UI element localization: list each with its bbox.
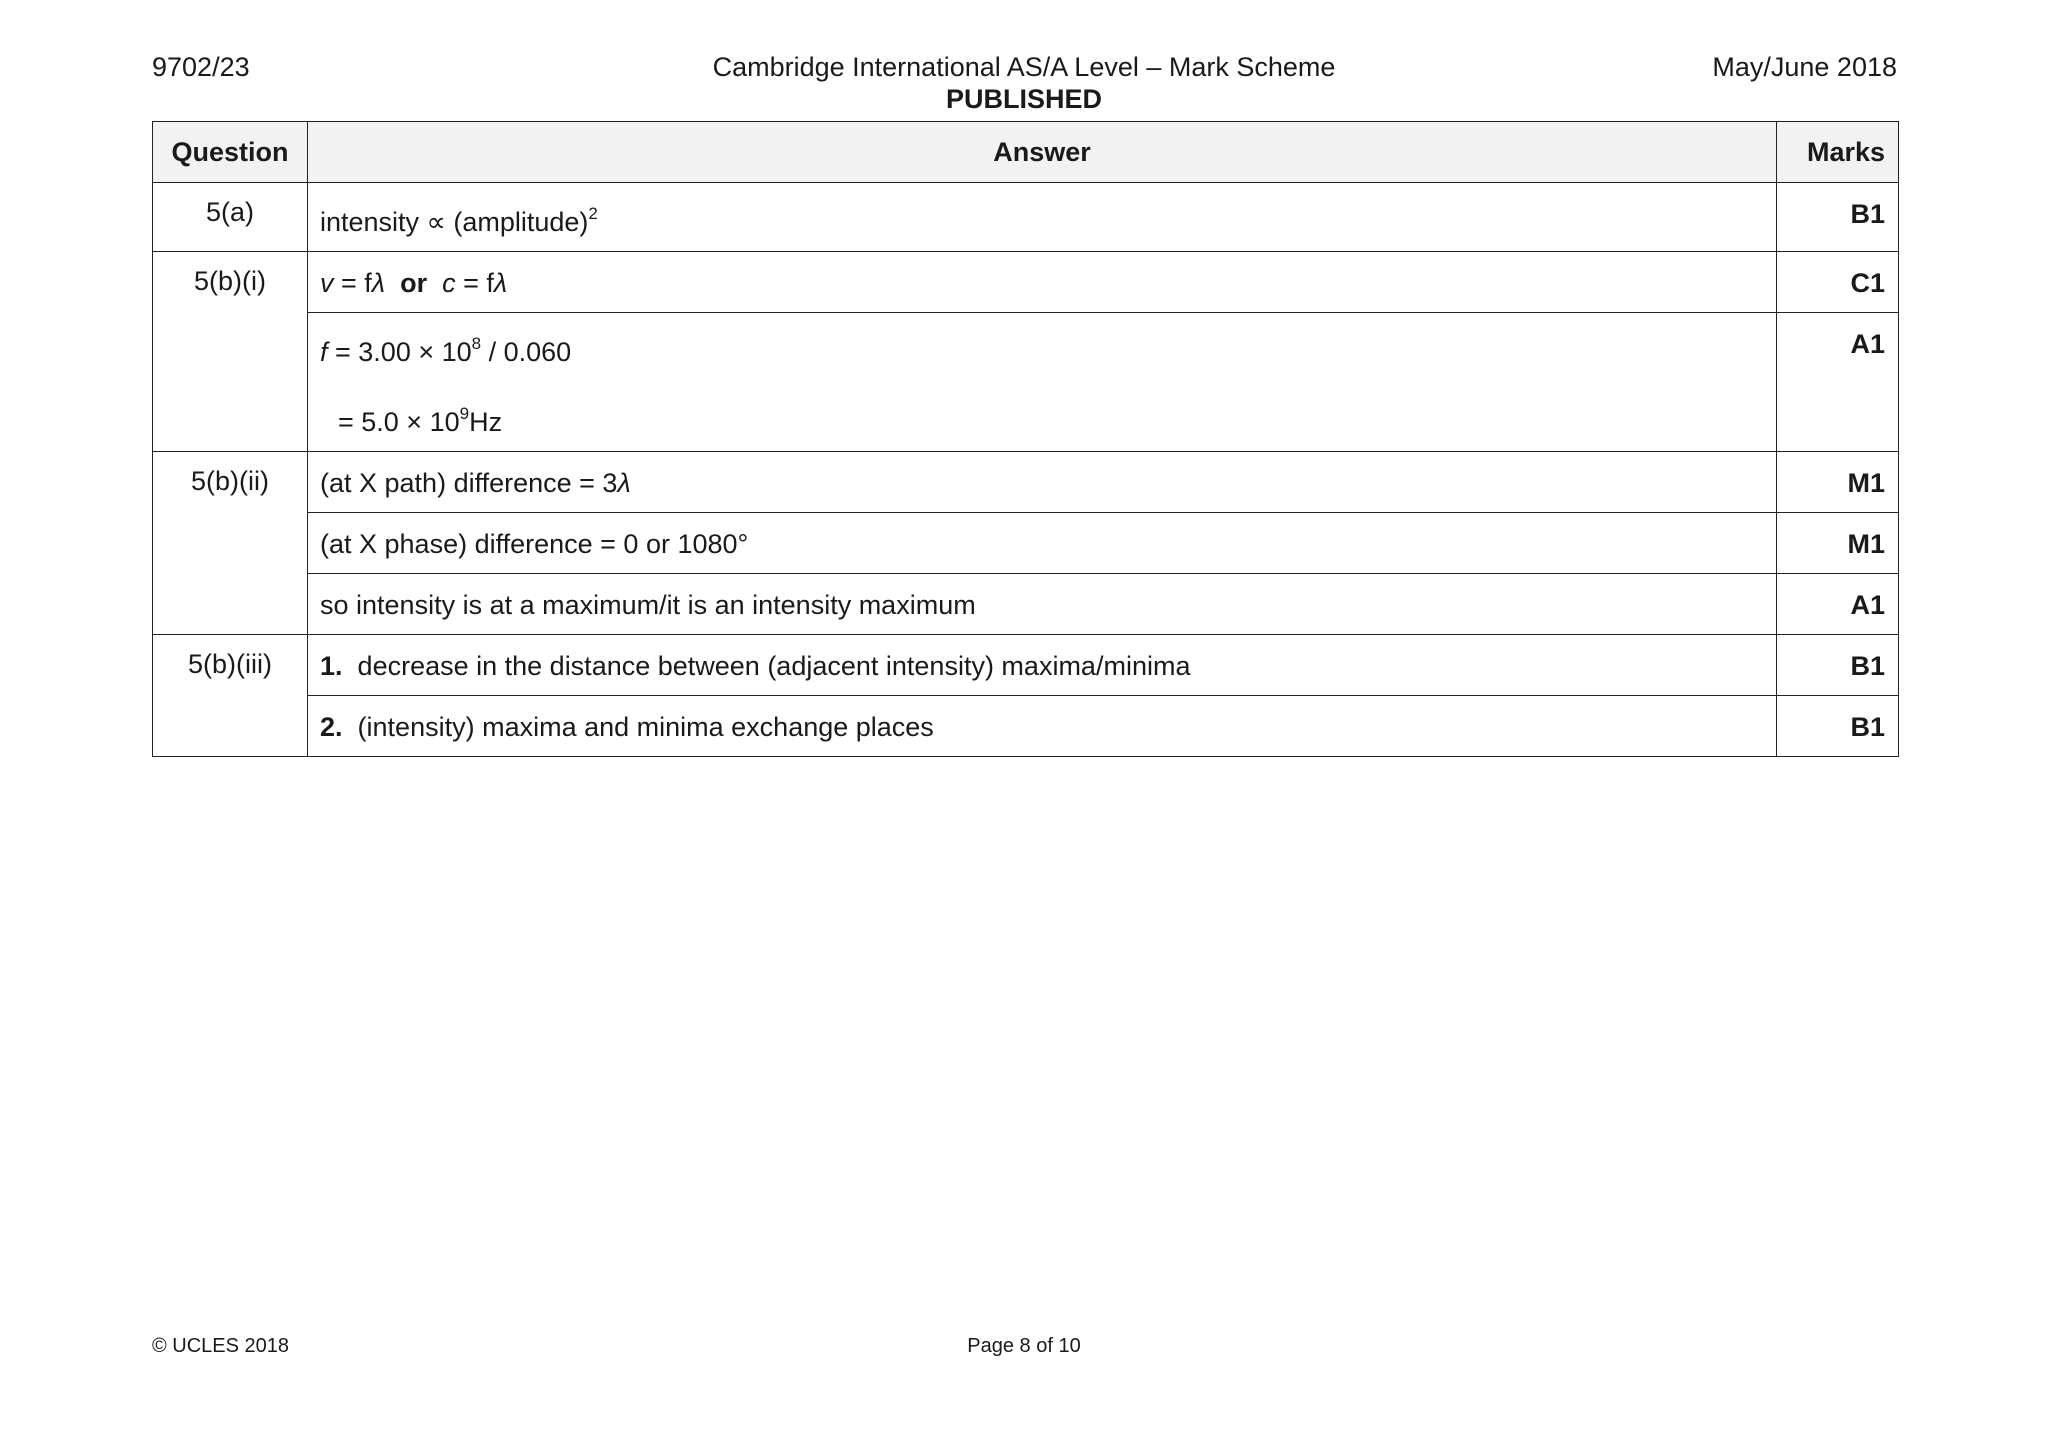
answer-cell: (at X phase) difference = 0 or 1080° [308,513,1777,574]
table-row [153,696,1899,757]
lambda-symbol: λ [371,268,386,298]
symbol-f: f [320,337,328,367]
answer-cell: so intensity is at a maximum/it is an intensity maximum [308,574,1777,635]
answer-text: (at X path) difference = 3 [320,468,618,498]
answer-cell [308,313,1777,452]
table-row [153,513,1899,574]
table-header-row [153,122,1899,183]
table-row [153,183,1899,252]
table-row [153,252,1899,313]
answer-text: (intensity) maxima and minima exchange places [357,712,934,742]
lambda-symbol: λ [617,468,631,498]
answer-text: = 5.0 × 10 [338,407,460,437]
answer-cell [308,183,1777,252]
question-cell: 5(b)(ii) [153,452,308,635]
answer-text: decrease in the distance between (adjacent intensity) maxima/minima [357,651,1191,681]
answer-result-line [320,397,1764,439]
table-row [153,452,1899,513]
marks-header: Marks [1777,122,1899,183]
answer-cell [308,252,1777,313]
lambda-symbol: λ [493,268,508,298]
marks-cell: M1 [1777,513,1899,574]
unit-text: Hz [469,407,503,437]
published-label: PUBLISHED [945,84,1102,114]
mark-scheme-table [152,121,1899,757]
marks-cell: M1 [1777,452,1899,513]
marks-cell: B1 [1777,696,1899,757]
marks-cell: B1 [1777,635,1899,696]
title-text: Cambridge International AS/A Level – Mark Scheme [712,52,1336,82]
marks-cell: C1 [1777,252,1899,313]
question-cell: 5(b)(i) [153,252,308,452]
table-row [153,313,1899,452]
answer-cell [308,452,1777,513]
superscript: 9 [459,404,470,423]
equals-f: = f [455,268,494,298]
answer-cell [308,635,1777,696]
marks-cell: B1 [1777,183,1899,252]
answer-text: intensity ∝ (amplitude) [320,207,589,237]
marks-cell: A1 [1777,574,1899,635]
answer-text: = 3.00 × 10 [327,337,472,367]
item-number: 1. [320,651,343,681]
question-cell: 5(a) [153,183,308,252]
or-word: or [400,268,428,298]
equals-f: = f [333,268,372,298]
copyright-notice: © UCLES 2018 [152,1335,290,1357]
marks-cell: A1 [1777,313,1899,452]
question-cell: 5(b)(iii) [153,635,308,757]
answer-header: Answer [308,122,1777,183]
superscript: 2 [588,204,598,223]
superscript: 8 [471,334,482,353]
item-number: 2. [320,712,343,742]
question-header: Question [153,122,308,183]
symbol-c: c [442,268,456,298]
page-number: Page 8 of 10 [967,1335,1081,1357]
answer-cell [308,696,1777,757]
answer-text: / 0.060 [481,337,572,367]
paper-code: 9702/23 [152,52,250,82]
table-row [153,635,1899,696]
exam-session: May/June 2018 [1712,52,1897,82]
table-row [153,574,1899,635]
symbol-v: v [320,268,334,298]
